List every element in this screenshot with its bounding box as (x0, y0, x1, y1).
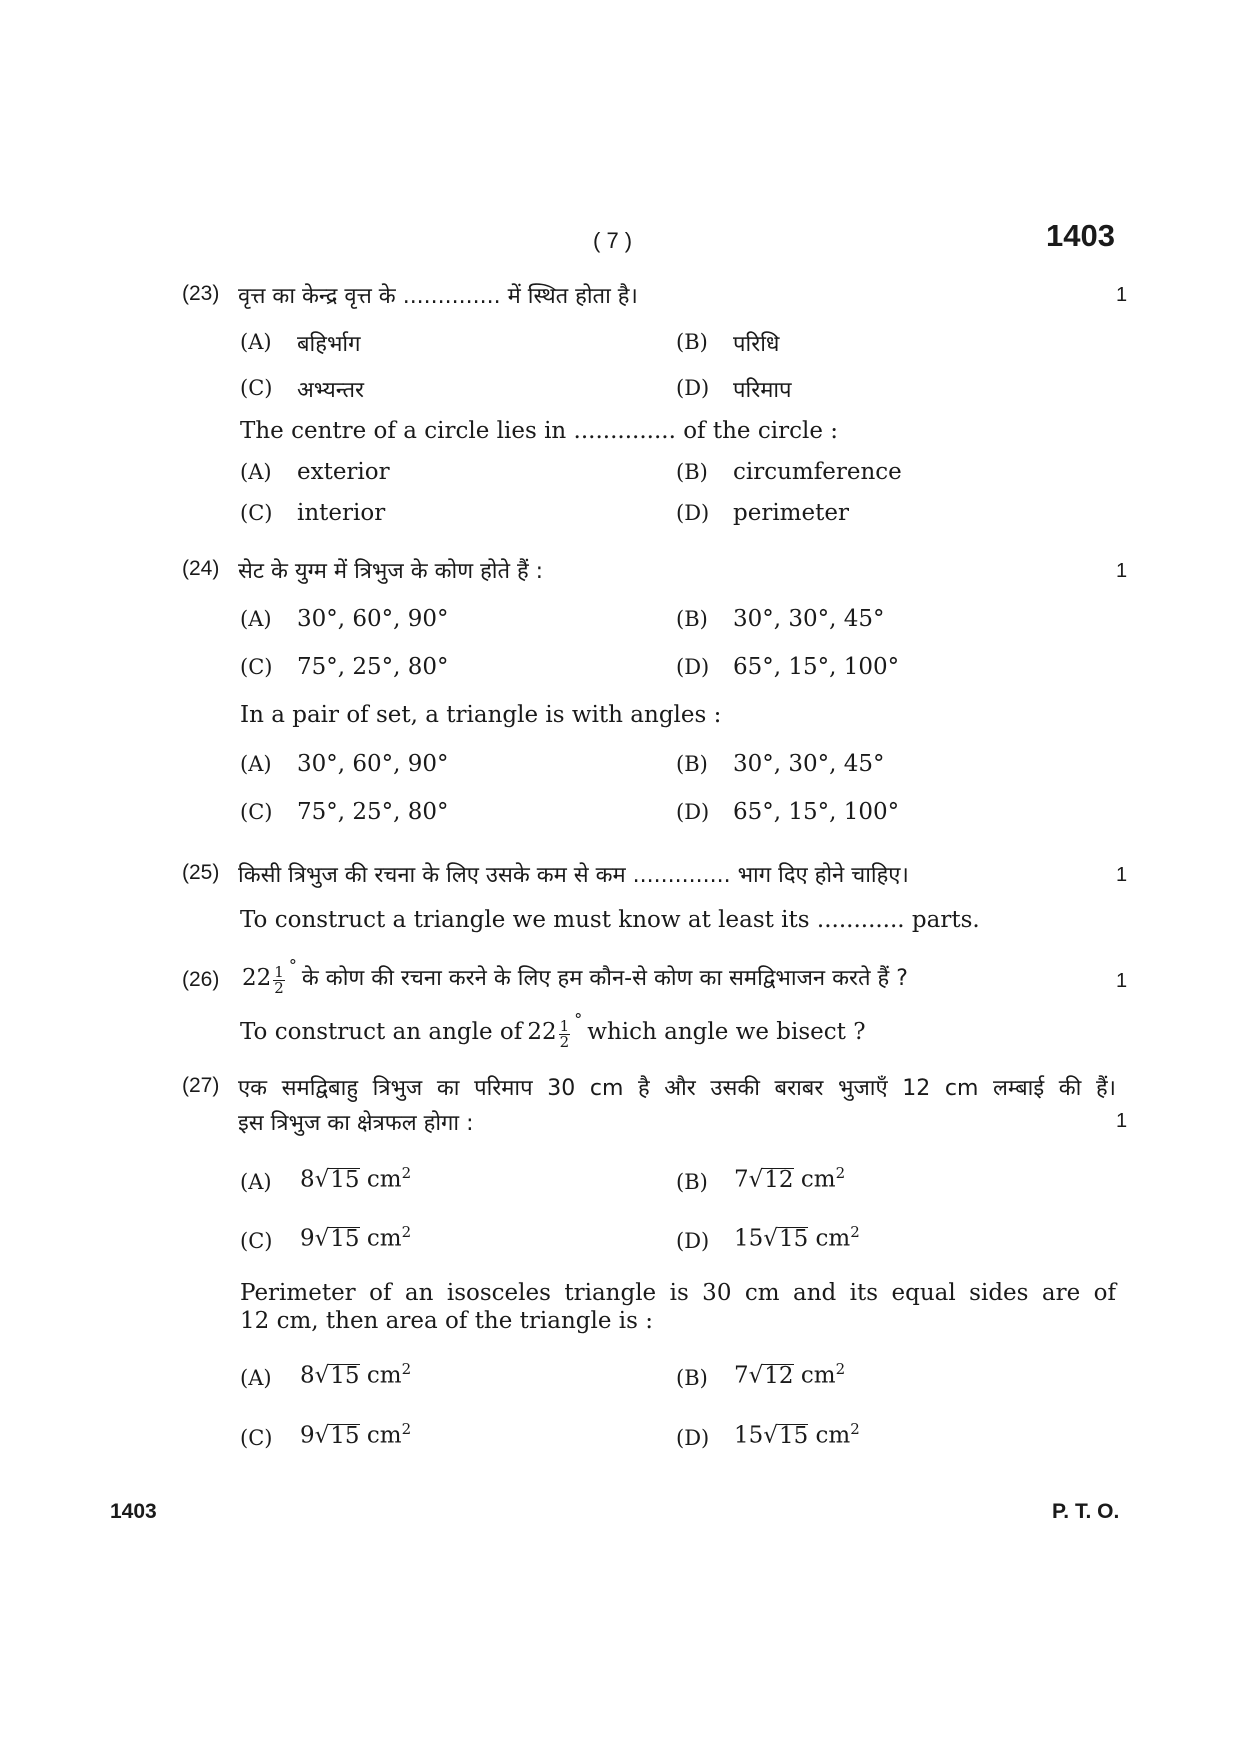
option-text: 8√15 $cm^2$ (300, 1164, 412, 1193)
question-number: (25) (182, 861, 220, 884)
option-label: (C) (240, 376, 273, 400)
question-text-english: To construct a triangle we must know at least its ............ parts. (240, 907, 980, 933)
option-label: (B) (676, 1366, 708, 1390)
question-number: (24) (182, 557, 220, 580)
option-label: (B) (676, 607, 708, 631)
question-text-hindi: किसी त्रिभुज की रचना के लिए उसके कम से कम .............. भाग दिए होने चाहिए। (238, 863, 909, 888)
option-label: (A) (240, 607, 272, 631)
option-label: (A) (240, 1170, 272, 1194)
option-text: परिधि (733, 332, 780, 357)
question-text-english: In a pair of set, a triangle is with angles : (240, 702, 722, 728)
marks: 1 (1116, 1110, 1128, 1132)
option-label: (D) (676, 800, 710, 824)
option-label: (D) (676, 1229, 710, 1253)
question-text-hindi-line1: एक समद्विबाहु त्रिभुज का परिमाप 30 cm है और उसकी बराबर भुजाएँ 12 cm लम्बाई की हैं। (238, 1076, 1116, 1101)
option-label: (D) (676, 655, 710, 679)
question-text-english-line1: Perimeter of an isosceles triangle is 30 cm and its equal sides are of (240, 1280, 1116, 1306)
option-text: 7√12 $cm^2$ (734, 1360, 846, 1389)
option-label: (B) (676, 752, 708, 776)
option-label: (C) (240, 655, 273, 679)
option-text: 30°, 30°, 45° (733, 606, 885, 632)
option-text: अभ्यन्तर (297, 378, 365, 403)
marks: 1 (1116, 864, 1128, 886)
option-label: (B) (676, 1170, 708, 1194)
question-text-english-line2: 12 cm, then area of the triangle is : (240, 1308, 654, 1334)
marks: 1 (1116, 560, 1128, 582)
option-text: 7√12 $cm^2$ (734, 1164, 846, 1193)
paper-code-header: 1403 (1046, 218, 1115, 253)
option-text: बहिर्भाग (297, 332, 361, 357)
option-text: 9√15 $cm^2$ (300, 1223, 412, 1252)
option-label: (A) (240, 330, 272, 354)
question-text-english: To construct an angle of 22 $\frac{1}{2}$ ° which angle we bisect ? (240, 1010, 866, 1051)
question-text-hindi-line2: इस त्रिभुज का क्षेत्रफल होगा : (238, 1111, 474, 1136)
option-text: 75°, 25°, 80° (297, 799, 449, 825)
question-number: (27) (182, 1074, 220, 1097)
question-number: (23) (182, 282, 220, 305)
option-text: 75°, 25°, 80° (297, 654, 449, 680)
option-text: 15√15 $cm^2$ (734, 1223, 860, 1252)
degree-symbol: ° (574, 1010, 583, 1029)
option-label: (B) (676, 330, 708, 354)
question-text-hindi (242, 956, 908, 996)
option-text: 30°, 60°, 90° (297, 606, 449, 632)
paper-code-footer: 1403 (110, 1500, 157, 1523)
page-number: ( 7 ) (593, 228, 633, 253)
option-text: interior (297, 500, 386, 526)
option-label: (D) (676, 1426, 710, 1450)
angle-whole: 22 (527, 1019, 557, 1045)
option-text: 9√15 $cm^2$ (300, 1420, 412, 1449)
option-label: (C) (240, 501, 273, 525)
option-text: exterior (297, 459, 390, 485)
option-label: (A) (240, 460, 272, 484)
pto-label: P. T. O. (1052, 1500, 1120, 1523)
option-label: (D) (676, 376, 710, 400)
option-label: (A) (240, 1366, 272, 1390)
option-text: 65°, 15°, 100° (733, 654, 900, 680)
angle-fraction: $\frac{1}{2}$ (559, 1017, 570, 1051)
option-text: 30°, 60°, 90° (297, 751, 449, 777)
marks: 1 (1116, 970, 1128, 992)
option-text: 8√15 $cm^2$ (300, 1360, 412, 1389)
question-text-hindi-rest: के कोण की रचना करने के लिए हम कौन-से कोण का समद्विभाजन करते हैं ? (301, 966, 908, 991)
option-text: 65°, 15°, 100° (733, 799, 900, 825)
option-label: (C) (240, 800, 273, 824)
option-text: 30°, 30°, 45° (733, 751, 885, 777)
option-text: circumference (733, 459, 902, 485)
angle-whole: 22 (242, 965, 272, 991)
degree-symbol: ° (288, 956, 297, 975)
angle-fraction: $\frac{1}{2}$ (274, 963, 284, 997)
option-label: (A) (240, 752, 272, 776)
option-text: 15√15 $cm^2$ (734, 1420, 860, 1449)
question-text-hindi: सेट के युग्म में त्रिभुज के कोण होते हैं : (238, 559, 544, 584)
marks: 1 (1116, 284, 1128, 306)
option-label: (B) (676, 460, 708, 484)
option-text: परिमाप (733, 378, 792, 403)
question-number: (26) (182, 968, 220, 991)
option-label: (C) (240, 1229, 273, 1253)
option-text: perimeter (733, 500, 849, 526)
option-label: (C) (240, 1426, 273, 1450)
question-text-english: The centre of a circle lies in .............. of the circle : (240, 418, 838, 444)
option-label: (D) (676, 501, 710, 525)
question-text-hindi: वृत्त का केन्द्र वृत्त के .............. में स्थित होता है। (238, 284, 638, 309)
